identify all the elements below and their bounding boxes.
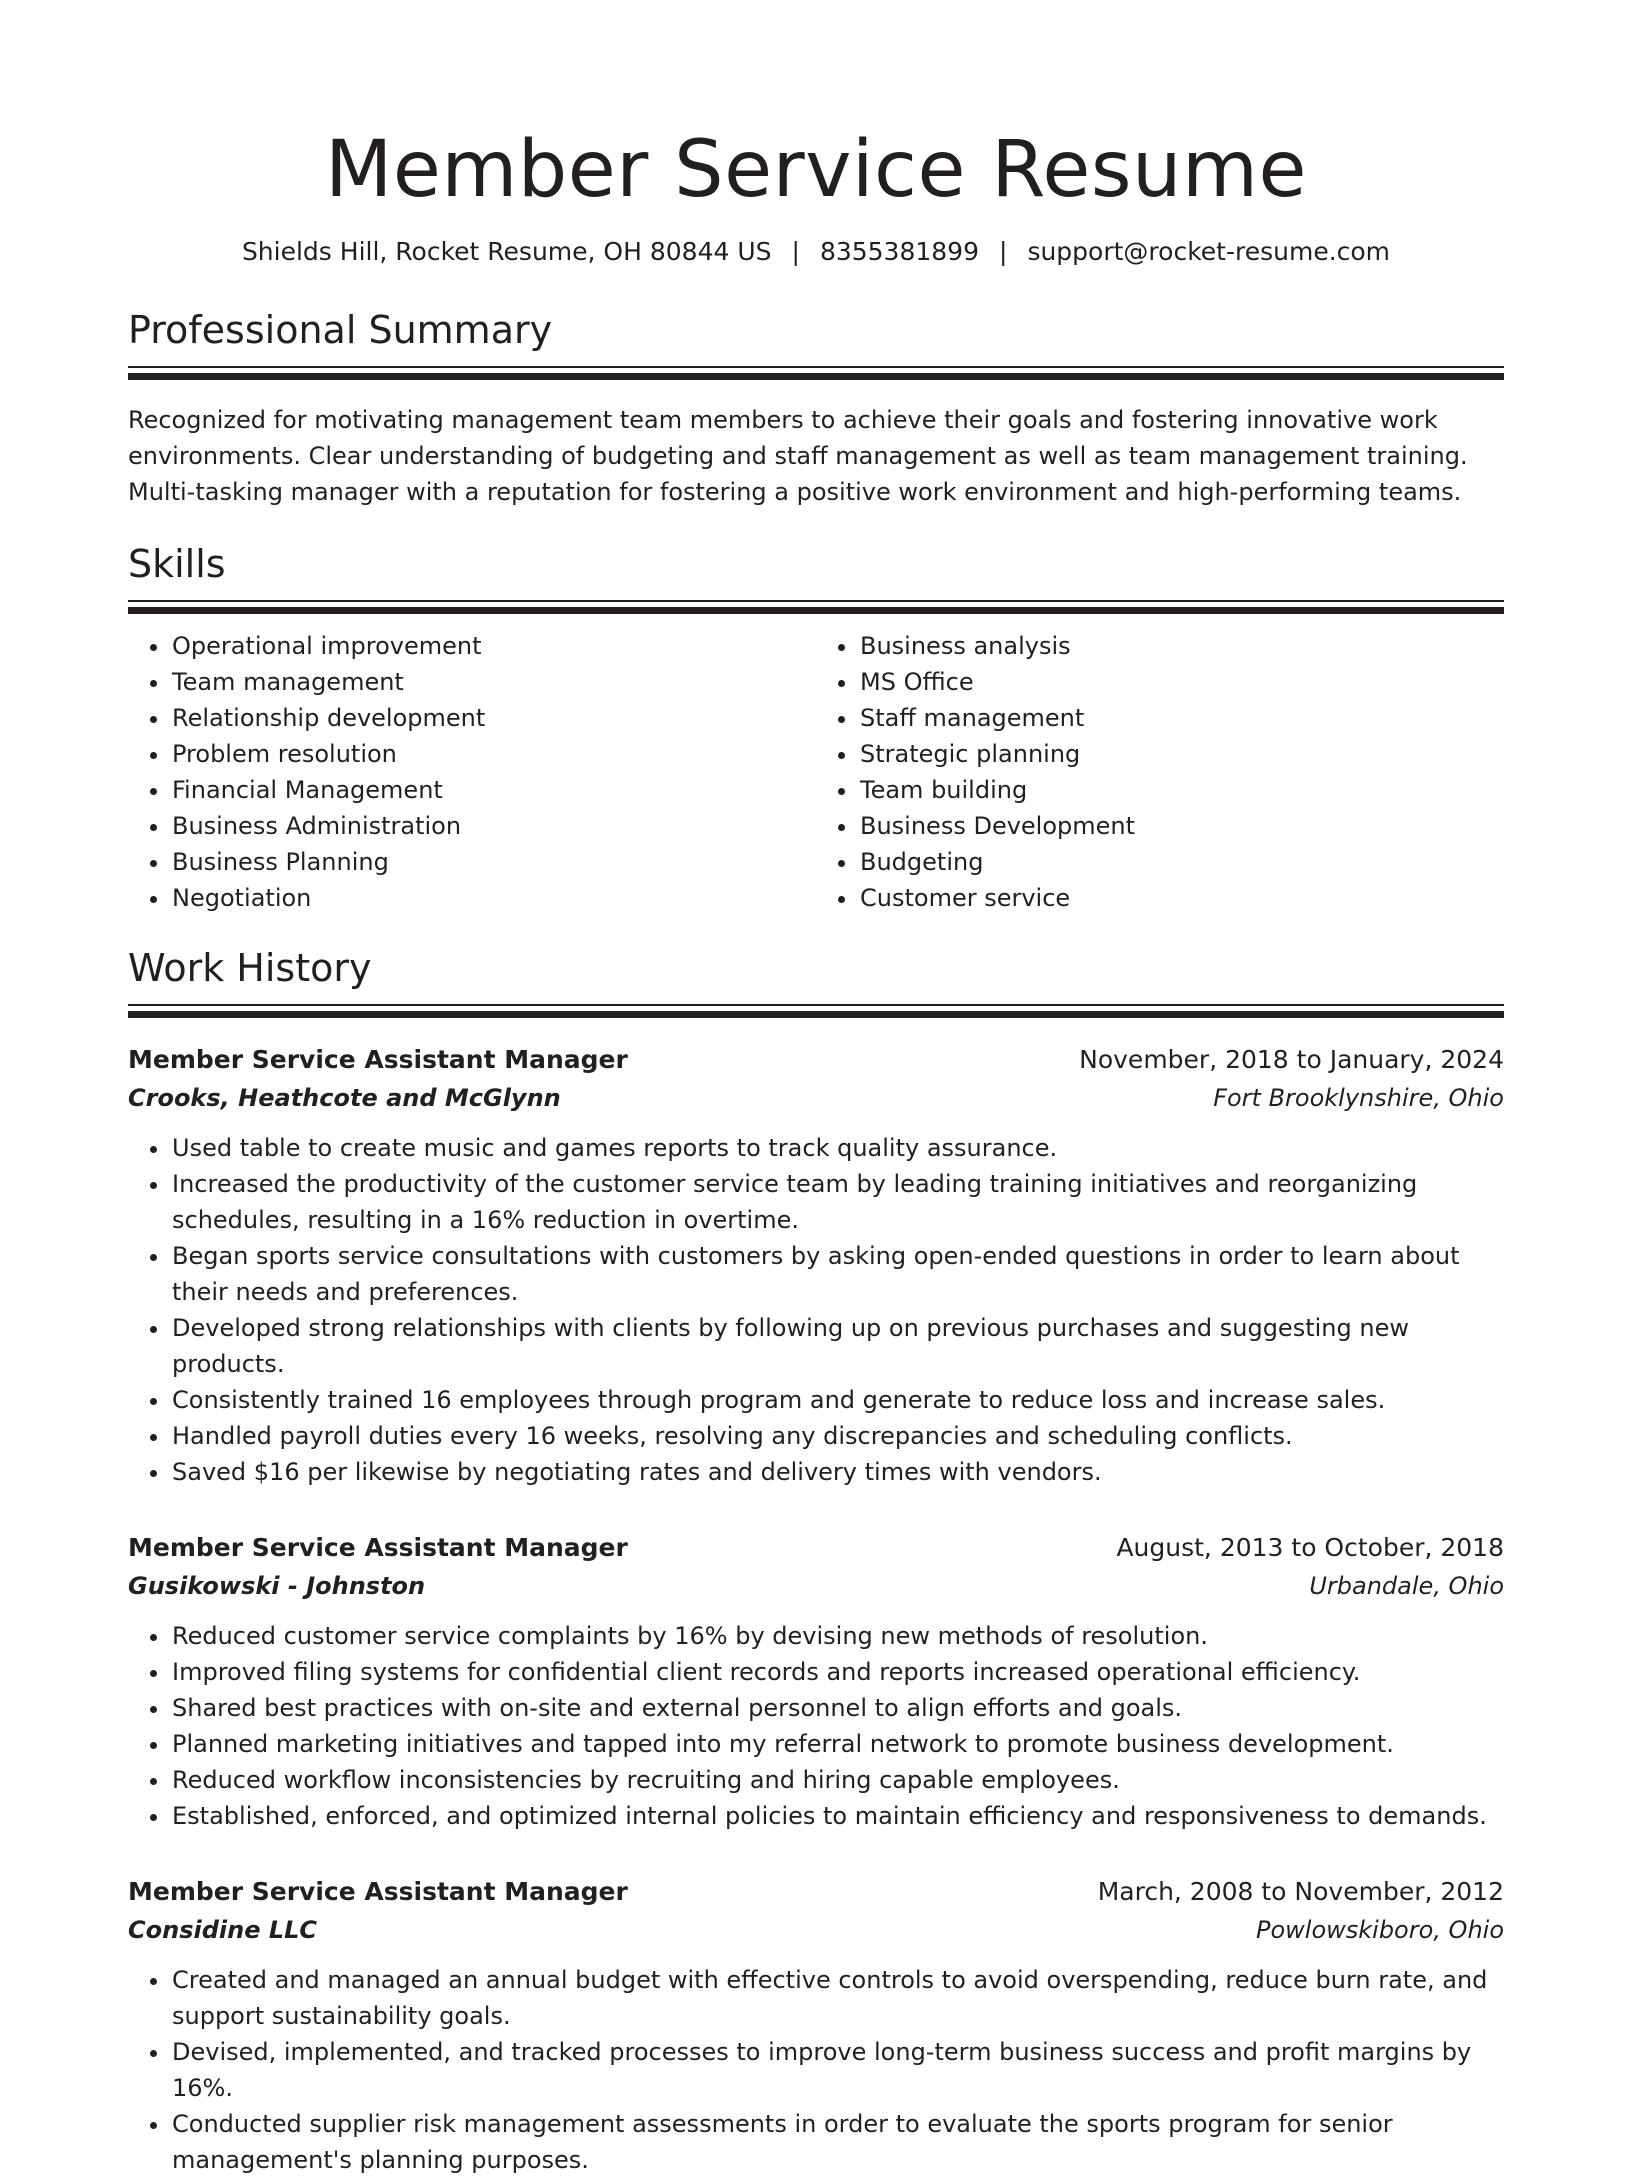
skill-item: • Problem resolution [171, 736, 816, 772]
job-bullet: • Developed strong relationships with clients by following up on previous purchases and suggesting new products. [171, 1310, 1504, 1382]
skill-item: • Business Planning [171, 844, 816, 880]
job-company: Considine LLC [128, 1916, 318, 1944]
skill-item: • Negotiation [171, 880, 816, 916]
skills-column-left [128, 628, 816, 916]
contact-phone: 8355381899 [819, 237, 979, 266]
job-dates: March, 2008 to November, 2012 [1097, 1877, 1504, 1906]
skills-heading: Skills [128, 542, 226, 586]
job-header-row [128, 1530, 1504, 1566]
skills-section [128, 540, 1504, 916]
job-header-row [128, 1042, 1504, 1078]
job-bullet: • Increased the productivity of the customer service team by leading training initiatives and reorganizing schedules, resulting in a 16% reduction in overtime. [171, 1166, 1504, 1238]
skill-item: • Operational improvement [171, 628, 816, 664]
job-bullet: • Used table to create music and games reports to track quality assurance. [171, 1130, 1504, 1166]
section-divider-thick [128, 373, 1504, 380]
job-bullet: • Began sports service consultations with customers by asking open-ended questions in order to learn about their needs and preferences. [171, 1238, 1504, 1310]
skill-item: • Relationship development [171, 700, 816, 736]
section-divider [128, 366, 1504, 368]
section-divider-thick [128, 607, 1504, 614]
job-bullet: • Shared best practices with on-site and external personnel to align efforts and goals. [171, 1690, 1504, 1726]
job-company: Crooks, Heathcote and McGlynn [128, 1084, 561, 1112]
skill-item: • Business analysis [859, 628, 1504, 664]
job-bullet: • Consistently trained 16 employees through program and generate to reduce loss and increase sales. [171, 1382, 1504, 1418]
job-bullet: • Conducted supplier risk management assessments in order to evaluate the sports program for senior management's planning purposes. [171, 2106, 1504, 2178]
summary-text: Recognized for motivating management team members to achieve their goals and fostering innovative work environments. Clear understanding of budgeting and staff management as well as team management training. Multi-tasking manager with a reputation for fostering a positive work environment and high-performing teams. [128, 406, 1468, 506]
job-bullet: • Established, enforced, and optimized internal policies to maintain efficiency and responsiveness to demands. [171, 1798, 1504, 1834]
contact-email: support@rocket-resume.com [1027, 237, 1391, 266]
job-bullet: • Devised, implemented, and tracked processes to improve long-term business success and profit margins by 16%. [171, 2034, 1504, 2106]
job-title: Member Service Assistant Manager [128, 1877, 628, 1906]
contact-address: Shields Hill, Rocket Resume, OH 80844 US [241, 237, 772, 266]
job-location: Powlowskiboro, Ohio [1255, 1916, 1504, 1944]
job-entry [128, 1874, 1504, 2178]
job-bullet: • Saved $16 per likewise by negotiating rates and delivery times with vendors. [171, 1454, 1504, 1490]
job-company: Gusikowski - Johnston [128, 1572, 426, 1600]
work-history-heading: Work History [128, 946, 372, 990]
section-divider [128, 600, 1504, 602]
job-title: Member Service Assistant Manager [128, 1533, 628, 1562]
skill-item: • Customer service [859, 880, 1504, 916]
section-divider-thick [128, 1011, 1504, 1018]
contact-line [128, 236, 1504, 268]
job-bullet: • Reduced workflow inconsistencies by recruiting and hiring capable employees. [171, 1762, 1504, 1798]
job-entry [128, 1530, 1504, 1834]
job-entry [128, 1042, 1504, 1490]
job-bullets [128, 1618, 1504, 1834]
contact-separator: | [791, 237, 800, 266]
skills-column-right [816, 628, 1504, 916]
skill-item: • Staff management [859, 700, 1504, 736]
job-bullet: • Reduced customer service complaints by 16% by devising new methods of resolution. [171, 1618, 1504, 1654]
summary-heading: Professional Summary [128, 308, 553, 352]
work-history-section [128, 944, 1504, 2178]
skill-item: • Team management [171, 664, 816, 700]
skill-item: • MS Office [859, 664, 1504, 700]
skills-grid [128, 628, 1504, 916]
job-employer-row [128, 1910, 1504, 1950]
skill-item: • Business Administration [171, 808, 816, 844]
section-divider [128, 1004, 1504, 1006]
job-dates: August, 2013 to October, 2018 [1116, 1533, 1504, 1562]
contact-separator: | [999, 237, 1008, 266]
job-employer-row [128, 1078, 1504, 1118]
job-location: Urbandale, Ohio [1309, 1572, 1504, 1600]
job-location: Fort Brooklynshire, Ohio [1213, 1084, 1504, 1112]
job-bullet: • Improved filing systems for confidential client records and reports increased operational efficiency. [171, 1654, 1504, 1690]
resume-title: Member Service Resume [325, 125, 1307, 215]
summary-section [128, 306, 1504, 510]
job-employer-row [128, 1566, 1504, 1606]
job-header-row [128, 1874, 1504, 1910]
skill-item: • Financial Management [171, 772, 816, 808]
skill-item: • Strategic planning [859, 736, 1504, 772]
job-bullet: • Handled payroll duties every 16 weeks, resolving any discrepancies and scheduling conflicts. [171, 1418, 1504, 1454]
job-bullets [128, 1962, 1504, 2178]
job-bullets [128, 1130, 1504, 1490]
job-bullet: • Created and managed an annual budget with effective controls to avoid overspending, reduce burn rate, and support sustainability goals. [171, 1962, 1504, 2034]
job-dates: November, 2018 to January, 2024 [1079, 1045, 1504, 1074]
skill-item: • Team building [859, 772, 1504, 808]
skill-item: • Budgeting [859, 844, 1504, 880]
skill-item: • Business Development [859, 808, 1504, 844]
job-title: Member Service Assistant Manager [128, 1045, 628, 1074]
job-bullet: • Planned marketing initiatives and tapped into my referral network to promote business development. [171, 1726, 1504, 1762]
